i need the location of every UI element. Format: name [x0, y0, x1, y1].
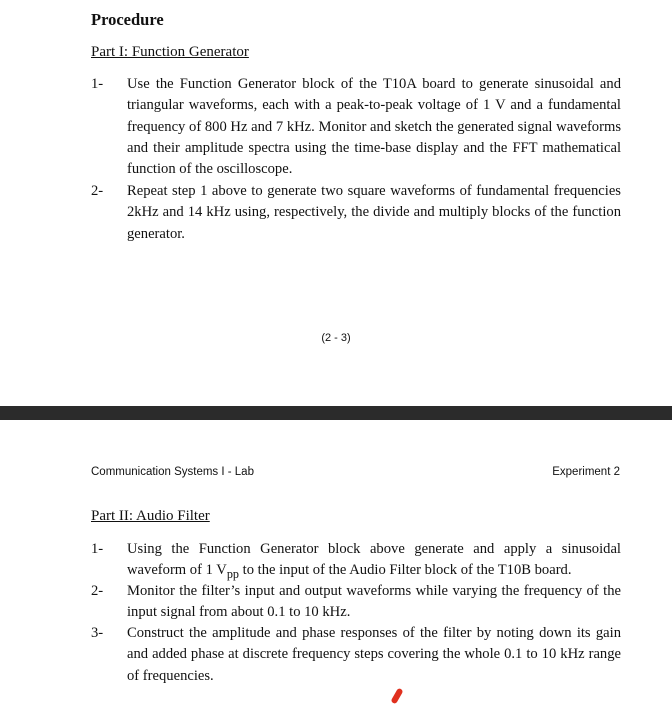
step-text: Repeat step 1 above to generate two square waveforms of fundamental frequencies 2kHz and 14 kHz using, respectively, the divide and multiply blocks of the function generator. — [127, 183, 621, 242]
page-divider — [0, 406, 672, 420]
step-text-after: to the input of the Audio Filter block of the T10B board. — [239, 562, 572, 579]
header-experiment: Experiment 2 — [552, 466, 620, 478]
part1-title: Part I: Function Generator — [91, 44, 249, 60]
part2-step-1 — [91, 539, 621, 586]
step-text: Monitor the filter’s input and output waveforms while varying the frequency of the input signal from about 0.1 to 10 kHz. — [127, 583, 621, 621]
step-text: Use the Function Generator block of the T10A board to generate sinusoidal and triangular waveforms, each with a peak-to-peak voltage of 1 V and a fundamental frequency of 800 Hz and 7 kHz. Monitor and sketch the generated signal waveforms and their amplitude spectra using the time-base display and the FFT mathematical function of the oscilloscope. — [127, 76, 621, 178]
page-3 — [0, 420, 672, 700]
page-number: (2 - 3) — [321, 332, 351, 344]
step-number: 2- — [91, 183, 104, 199]
step-text: Construct the amplitude and phase responses of the filter by noting down its gain and added phase at discrete frequency steps covering the whole 0.1 to 10 kHz range of frequencies. — [127, 625, 621, 684]
vpp-subscript: pp — [226, 567, 239, 582]
part2-title: Part II: Audio Filter — [91, 508, 210, 524]
procedure-heading: Procedure — [91, 10, 164, 29]
step-number: 3- — [91, 625, 104, 641]
step-number: 1- — [91, 541, 104, 557]
part2-step-3 — [91, 623, 621, 687]
part1-step-1 — [91, 74, 621, 180]
header-course: Communication Systems I - Lab — [91, 466, 254, 478]
part1-step-2 — [91, 181, 621, 245]
step-number: 2- — [91, 583, 104, 599]
step-text — [127, 539, 621, 586]
part2-step-2 — [91, 581, 621, 624]
step-number: 1- — [91, 76, 104, 92]
step-text-before: Using the Function Generator block above generate and apply a sinusoidal waveform of 1 V — [127, 541, 621, 579]
